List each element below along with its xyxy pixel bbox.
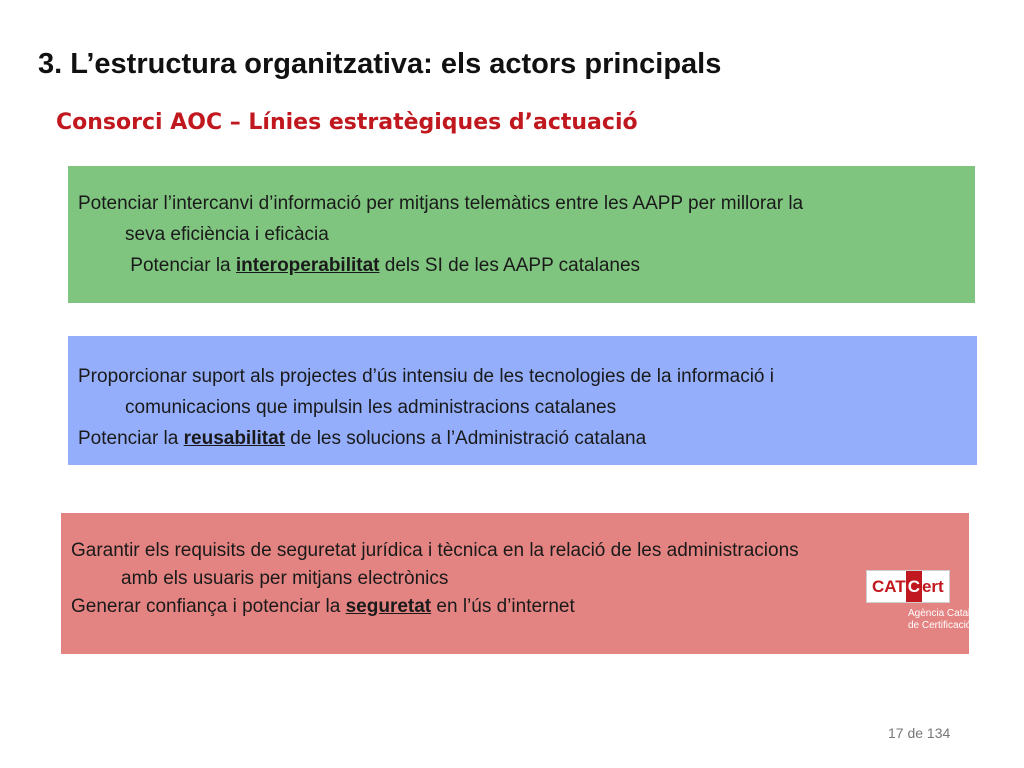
box-line: Garantir els requisits de seguretat jurídica i tècnica en la relació de les administracions (71, 540, 799, 561)
box-line: seva eficiència i eficàcia (125, 224, 329, 245)
box-line: Potenciar l’intercanvi d’informació per mitjans telemàtics entre les AAPP per millorar la (78, 193, 804, 214)
line-text: Potenciar la (78, 428, 184, 449)
box-line: Proporcionar suport als projectes d’ús intensiu de les tecnologies de la informació i (78, 366, 774, 387)
box-line: amb els usuaris per mitjans electrònics (121, 568, 449, 589)
box-highlight-line (78, 250, 975, 281)
strategy-box-interoperability (68, 166, 975, 303)
catcert-logo (866, 570, 987, 634)
slide-title: 3. L’estructura organitzativa: els actors principals (38, 48, 722, 80)
line-text: dels SI de les AAPP catalanes (379, 255, 641, 276)
line-text: en l’ús d’internet (431, 596, 575, 617)
strategy-box-reusability (68, 336, 977, 465)
box-highlight-line (71, 593, 987, 621)
page-number: 17 de 134 (888, 725, 951, 741)
logo-text: C (906, 571, 922, 602)
keyword-seguretat: seguretat (345, 596, 432, 617)
line-text: de les solucions a l’Administració catalana (285, 428, 647, 449)
logo-caption-line: de Certificació (908, 620, 972, 631)
logo-text: ert (921, 577, 944, 596)
box-highlight-line (78, 423, 977, 454)
catcert-logo-mark (866, 570, 950, 603)
box-line: comunicacions que impulsin les administracions catalanes (125, 397, 617, 418)
line-text: Generar confiança i potenciar la (71, 596, 346, 617)
logo-text: CAT (872, 577, 906, 596)
logo-caption-line: Agència Catalana (908, 608, 987, 619)
keyword-interoperabilitat: interoperabilitat (235, 255, 380, 276)
slide-subtitle: Consorci AOC – Línies estratègiques d’actuació (56, 110, 638, 135)
catcert-logo-caption (908, 608, 987, 632)
strategy-box-security (61, 513, 987, 654)
keyword-reusabilitat: reusabilitat (183, 428, 285, 449)
line-text: Potenciar la (125, 255, 236, 276)
